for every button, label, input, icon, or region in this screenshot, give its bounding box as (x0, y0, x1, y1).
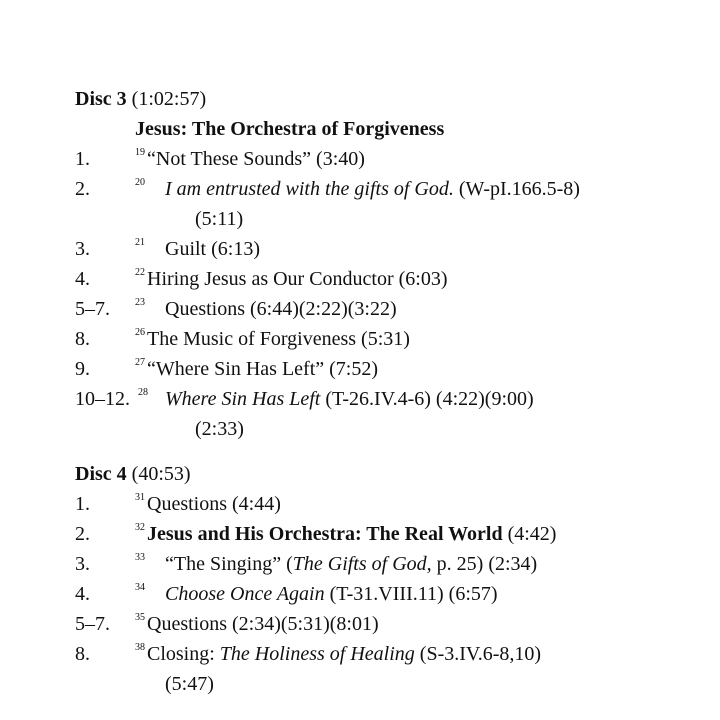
track-title (165, 387, 534, 411)
disc3-track-2-cont: (5:11) (195, 208, 244, 230)
footnote-ref: 28 (138, 387, 148, 398)
track-number: 3. (75, 238, 90, 260)
disc3-label: Disc 3 (75, 88, 127, 110)
disc4-duration: (40:53) (131, 463, 191, 485)
track-title: Hiring Jesus as Our Conductor (6:03) (147, 268, 448, 290)
disc3-track-10-12-cont: (2:33) (195, 418, 244, 440)
track-title-pre: “The Singing” ( (165, 553, 293, 575)
track-title (165, 177, 580, 201)
footnote-ref: 22 (135, 267, 145, 278)
disc4-header (75, 462, 191, 486)
track-number: 1. (75, 148, 90, 170)
footnote-ref: 34 (135, 582, 145, 593)
disc3-header (75, 87, 206, 111)
track-number: 9. (75, 358, 90, 380)
track-title-rest: (4:42) (502, 523, 557, 545)
track-title-rest: (T-31.VIII.11) (6:57) (324, 583, 498, 605)
footnote-ref: 26 (135, 327, 145, 338)
track-title-rest: (T-26.IV.4-6) (4:22)(9:00) (320, 388, 534, 410)
track-number: 5–7. (75, 613, 110, 635)
footnote-ref: 19 (135, 147, 145, 158)
footnote-ref: 27 (135, 357, 145, 368)
track-title: The Music of Forgiveness (5:31) (147, 328, 410, 350)
disc4-label: Disc 4 (75, 463, 127, 485)
track-title: Guilt (6:13) (165, 238, 260, 260)
disc3-subtitle-text: Jesus: The Orchestra of Forgiveness (135, 118, 445, 140)
track-title-italic: I am entrusted with the gifts of God. (165, 178, 454, 200)
footnote-ref: 31 (135, 492, 145, 503)
footnote-ref: 33 (135, 552, 145, 563)
track-number: 8. (75, 328, 90, 350)
track-title-bold: Jesus and His Orchestra: The Real World (147, 523, 503, 545)
footnote-ref: 35 (135, 612, 145, 623)
track-number: 10–12. (75, 388, 130, 410)
track-title (165, 582, 498, 606)
track-title-italic: The Holiness of Healing (219, 643, 415, 665)
track-title-pre: Closing: (147, 643, 220, 665)
track-title: Questions (6:44)(2:22)(3:22) (165, 298, 397, 320)
track-title: Questions (4:44) (147, 493, 281, 515)
disc4-track-8-cont: (5:47) (165, 673, 214, 695)
track-title-italic: The Gifts of God (292, 553, 427, 575)
track-title (147, 642, 541, 666)
track-number: 4. (75, 268, 90, 290)
track-title-rest: , p. 25) (2:34) (426, 553, 538, 575)
track-number: 2. (75, 523, 90, 545)
track-title: Questions (2:34)(5:31)(8:01) (147, 613, 379, 635)
footnote-ref: 20 (135, 177, 145, 188)
footnote-ref: 38 (135, 642, 145, 653)
track-number: 8. (75, 643, 90, 665)
track-title-rest: (S-3.IV.6-8,10) (414, 643, 542, 665)
track-number: 5–7. (75, 298, 110, 320)
disc3-duration: (1:02:57) (131, 88, 207, 110)
track-number: 4. (75, 583, 90, 605)
disc3-subtitle (135, 117, 444, 141)
footnote-ref: 23 (135, 297, 145, 308)
track-number: 2. (75, 178, 90, 200)
track-number: 3. (75, 553, 90, 575)
track-title: “Where Sin Has Left” (7:52) (147, 358, 379, 380)
track-number: 1. (75, 493, 90, 515)
track-title (165, 552, 537, 576)
track-title-italic: Choose Once Again (165, 583, 325, 605)
track-title (147, 522, 556, 546)
footnote-ref: 32 (135, 522, 145, 533)
footnote-ref: 21 (135, 237, 145, 248)
track-title: “Not These Sounds” (3:40) (147, 148, 365, 170)
track-title-rest: (W-pI.166.5-8) (453, 178, 580, 200)
track-title-italic: Where Sin Has Left (165, 388, 321, 410)
